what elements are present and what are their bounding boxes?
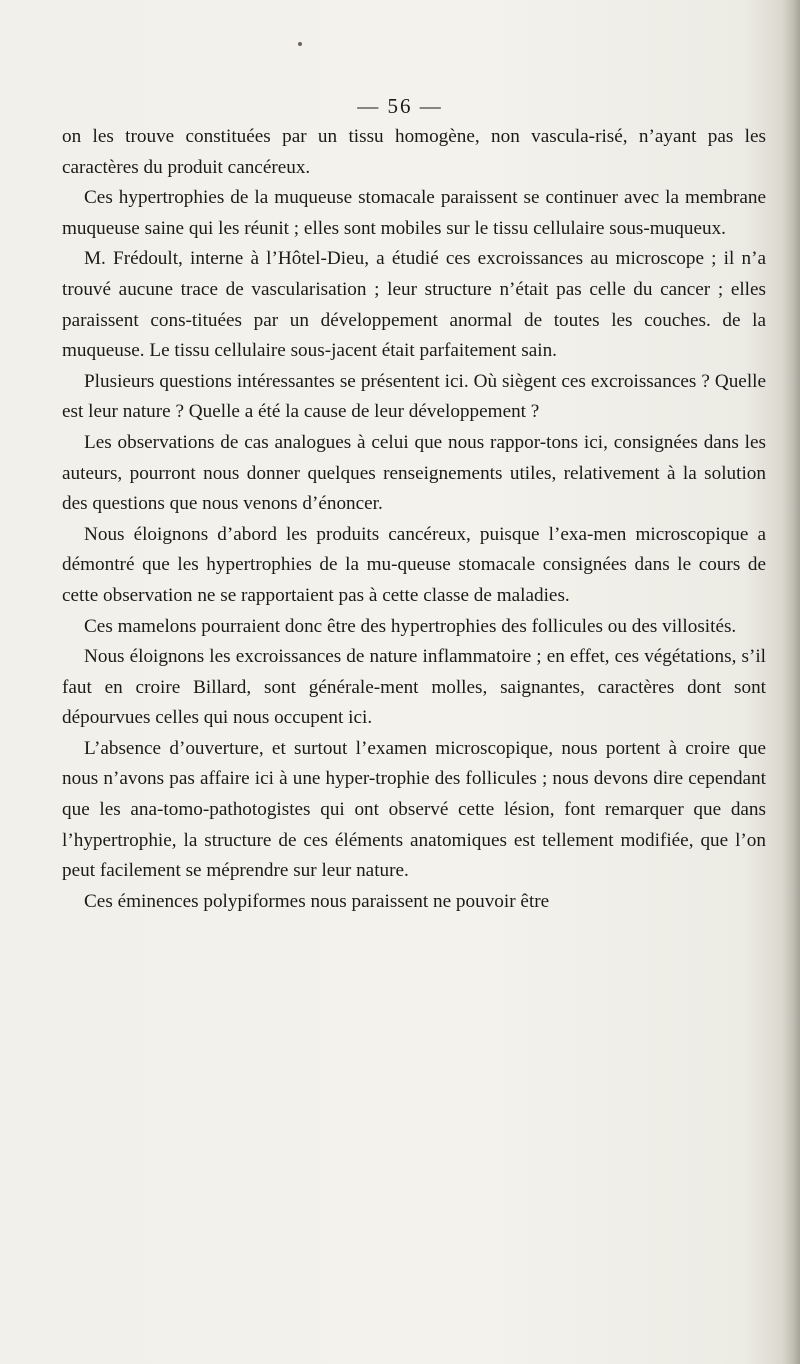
paragraph-8: Nous éloignons les excroissances de nature inflammatoire ; en effet, ces végétations, s’il faut en croire Billard, sont générale-ment molles, saignantes, caractères dont sont dépourvues celles qui nous occupent ici. [62, 646, 766, 729]
page-edge-shadow [782, 0, 800, 1364]
body-text [62, 122, 766, 917]
paragraph-5: Les observations de cas analogues à celui que nous rappor-tons ici, consignées dans les auteurs, pourront nous donner quelques renseignements utiles, relativement à la solution des questions que nous venons d’énoncer. [62, 431, 766, 515]
paragraph-10: Ces éminences polypiformes nous paraissent ne pouvoir être [84, 890, 550, 912]
paragraph-3: M. Frédoult, interne à l’Hôtel-Dieu, a étudié ces excroissances au microscope ; il n’a trouvé aucune trace de vascularisation ; leur structure n’était pas celle du cancer ; elles paraissent cons-tituées par un développement anormal de toutes les couches. de la muqueuse. Le tissu cellulaire sous-jacent était parfaitement sain. [62, 248, 766, 362]
paragraph-2: Ces hypertrophies de la muqueuse stomacale paraissent se continuer avec la membrane muqueuse saine qui les réunit ; elles sont mobiles sur le tissu cellulaire sous-muqueux. [62, 187, 766, 239]
paragraph-1: on les trouve constituées par un tissu homogène, non vascula-risé, n’ayant pas les caractères du produit cancéreux. [62, 126, 766, 178]
page-number: — 56 — [357, 94, 443, 118]
paragraph-7: Ces mamelons pourraient donc être des hypertrophies des follicules ou des villosités. [84, 615, 737, 637]
paragraph-4: Plusieurs questions intéressantes se présentent ici. Où siègent ces excroissances ? Quelle est leur nature ? Quelle a été la cause de leur développement ? [62, 370, 766, 423]
ink-speck [298, 42, 302, 46]
paragraph-6: Nous éloignons d’abord les produits cancéreux, puisque l’exa-men microscopique a démontré que les hypertrophies de la mu-queuse stomacale consignées dans le cours de cette observation ne se rapportaient pas à cette classe de maladies. [62, 523, 766, 606]
paragraph-9: L’absence d’ouverture, et surtout l’examen microscopique, nous portent à croire que nous n’avons pas affaire ici à une hyper-trophie des follicules ; nous devons dire cependant que les ana-tomo-pathotogistes qui ont observé cette lésion, font remarquer que dans l’hypertrophie, la structure de ces éléments anatomiques est tellement modifiée, que l’on peut facilement se méprendre sur leur nature. [62, 737, 766, 882]
